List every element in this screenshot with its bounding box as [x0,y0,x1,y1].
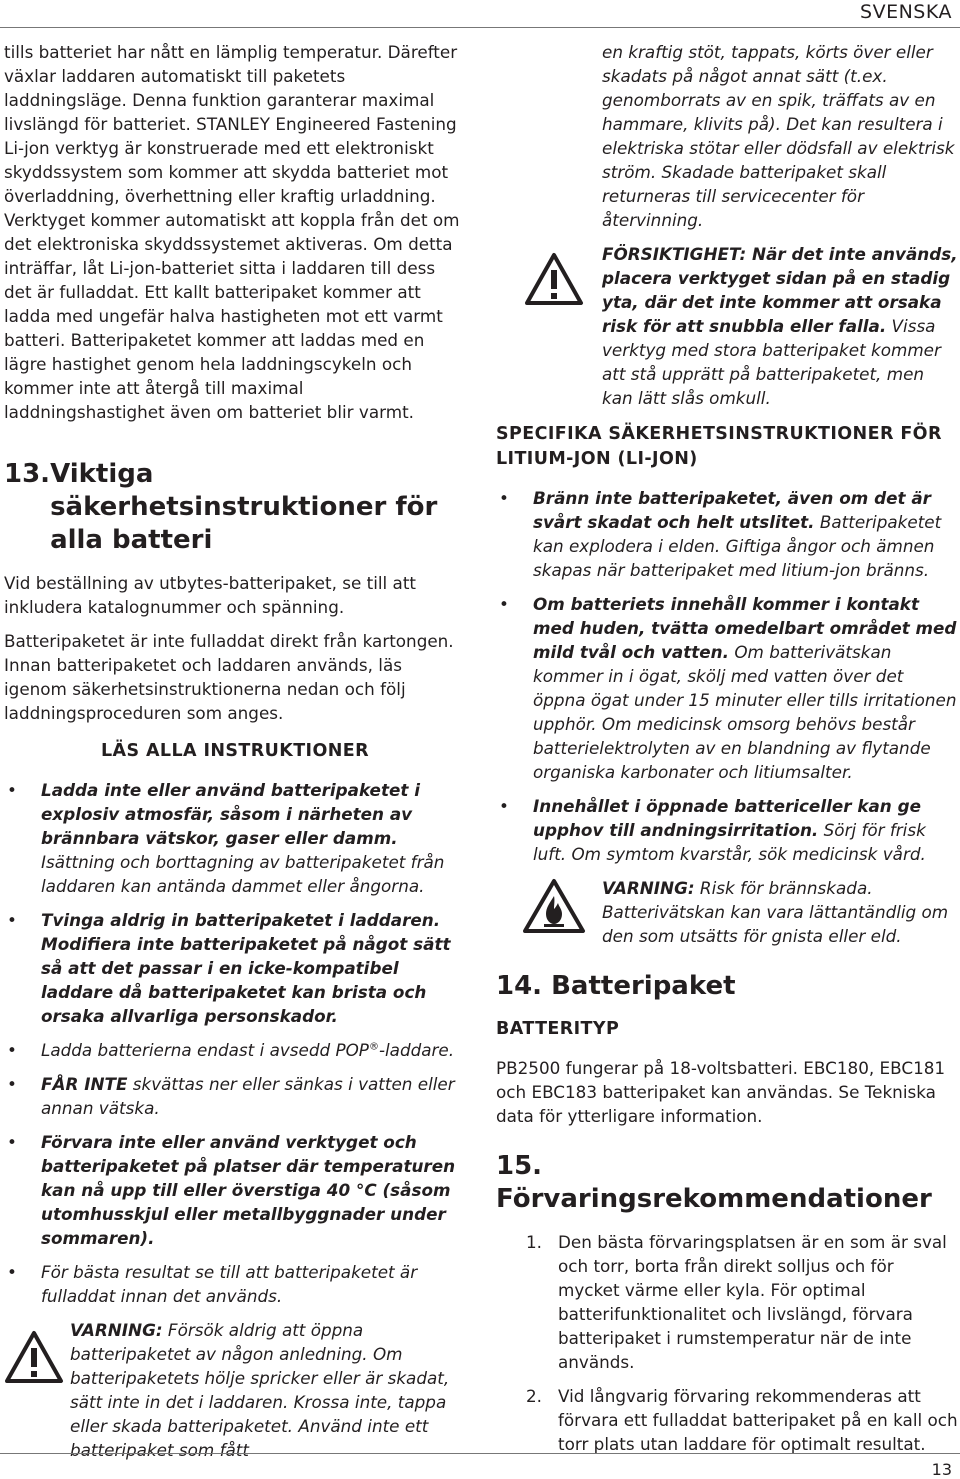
list-item: 2. Vid långvarig förvaring rekommenderas att förvara ett fulladdat batteripaket på en kall och torr plats utan laddare för optimalt resultat. [526,1386,958,1454]
list-item: • Förvara inte eller använd verktyget och batteripaketet på platser där temperaturen kan nå upp till eller överstiga 40 °C (såsom utomhusskjul eller metallbyggnader under sommaren). [7,1132,456,1248]
list-item: • FÅR INTE skvättas ner eller sänkas i vatten eller annan vätska. [7,1074,455,1118]
storage-list [496,1230,958,1456]
warning-continued-text: en kraftig stöt, tappats, körts över eller skadats på något annat sätt (t.ex. genomborrats av en spik, träffats av en hammare, klivits på). Det kan resultera i elektriska stötar eller dödsfall av elektrisk ström. Skadade batteripaket skall returneras till servicecenter för återvinning. [602,42,955,230]
fire-warning-block [496,876,958,948]
flame-warning-icon [496,876,602,948]
section-15-title: 15. Förvaringsrekommendationer [496,1151,932,1214]
list-item: 1. Den bästa förvaringsplatsen är en som är sval och torr, borta från direkt solljus och för mycket värme eller kyla. För optimal batterifunktionalitet och livslängd, förvara batteripaket i rumstemperatur när de inte används. [526,1232,947,1372]
page-number: 13 [931,1460,952,1479]
list-item: • Bränn inte batteripaketet, även om det är svårt skadat och helt utslitet. Batteripaketet kan explodera i elden. Giftiga ångor och ämnen skapas när batteripaket med litium-jon bränns. [499,488,942,580]
list-item: • För bästa resultat se till att batteripaketet är fulladdat innan det används. [7,1262,418,1306]
fire-warning-text: VARNING: Risk för brännskada. Batterivätskan kan vara lättantändlig om den som utsätts för gnista eller eld. [602,878,949,946]
header-rule [0,27,960,28]
section-13-paragraph-2: Batteripaketet är inte fulladdat direkt från kartongen. Innan batteripaketet och laddaren används, läs igenom säkerhetsinstruktionerna nedan och följ laddningsproceduren som anges. [4,631,454,723]
left-column [4,40,466,1462]
open-battery-warning [4,1318,466,1462]
lithium-safety-list [496,486,958,866]
caution-text: FÖRSIKTIGHET: När det inte används, placera verktyget sidan på en stadig yta, där det inte kommer att orsaka risk för att snubbla eller falla. Vissa verktyg med stora batteripaket kommer att stå upprätt på batteripaketet, men kan lätt slås omkull. [602,244,958,408]
list-item: • Om batteriets innehåll kommer i kontakt med huden, tvätta omedelbart området med mild tvål och vatten. Om batterivätskan kommer in i ögat, skölj med vatten över det öppna ögat under 15 minuter eller tills irritationen upphör. Om medicinsk omsorg behövs består batterielektrolyten av en blandning av flytande organiska karbonater och litiumsalter. [499,594,957,782]
warning-triangle-icon [496,242,602,410]
battery-type-paragraph: PB2500 fungerar på 18-voltsbatteri. EBC180, EBC181 och EBC183 batteripaket kan användas. Se Tekniska data för ytterligare information. [496,1058,946,1126]
section-13-title: Viktiga säkerhetsinstruktioner för alla batteri [50,459,438,555]
lithium-safety-heading: SPECIFIKA SÄKERHETSINSTRUKTIONER FÖR LITIUM-JON (LI-JON) [496,424,942,469]
list-item: • Ladda batterierna endast i avsedd POP®-laddare. [7,1040,455,1060]
caution-block [496,242,958,410]
right-column [496,40,958,1466]
warning-text: VARNING: Försök aldrig att öppna batteripaketet av någon anledning. Om batteripaketets hölje spricker eller är skadat, sätt inte in det i laddaren. Krossa inte, tappa eller skada batteripaketet. Använd inte ett batteripaket som fått [70,1320,450,1460]
section-14-title: 14. Batteripaket [496,971,736,1001]
section-13-heading [4,458,466,557]
section-13-number: 13. [4,459,51,489]
list-item: • Ladda inte eller använd batteripaketet i explosiv atmosfär, såsom i närheten av brännbara vätskor, gaser eller damm. Isättning och borttagning av batteripaketet från laddaren kan antända dammet eller ångorna. [7,780,445,896]
list-item: • Tvinga aldrig in batteripaketet i laddaren. Modifiera inte batteripaketet på något sätt så att det passar i en icke-kompatibel laddare då batteripaketet kan brista och orsaka allvarliga personskador. [7,910,451,1026]
battery-safety-list [4,778,466,1308]
language-label: SVENSKA [860,1,952,23]
read-all-instructions-heading: LÄS ALLA INSTRUKTIONER [100,741,370,761]
section-13-paragraph-1: Vid beställning av utbytes-batteripaket, se till att inkludera katalognummer och spänning. [4,573,416,617]
battery-type-heading: BATTERITYP [496,1019,620,1039]
intro-paragraph: tills batteriet har nått en lämplig temperatur. Därefter växlar laddaren automatiskt till paketets laddningsläge. Denna funktion garanterar maximal livslängd för batteriet. STANLEY Engineered Fastening Li-jon verktyg är konstruerade med ett elektroniskt skyddssystem som kommer att skydda batteriet mot överladdning, överhettning eller kraftig urladdning. Verktyget kommer automatiskt att koppla från det om det elektroniska skyddssystemet aktiveras. Om detta inträffar, låt Li-jon-batteriet sitta i laddaren till dess det är fulladdat. Ett kallt batteripaket kommer att ladda med ungefär halva hastigheten mot ett varmt batteri. Batteripaketet kommer att laddas med en lägre hastighet genom hela laddningscykeln och kommer inte att återgå till maximal laddningshastighet även om batteriet blir varmt. [4,42,460,422]
footer-rule [0,1453,960,1454]
list-item: • Innehållet i öppnade battericeller kan ge upphov till andningsirritation. Sörj för frisk luft. Om symtom kvarstår, sök medicinsk vård. [499,796,926,864]
